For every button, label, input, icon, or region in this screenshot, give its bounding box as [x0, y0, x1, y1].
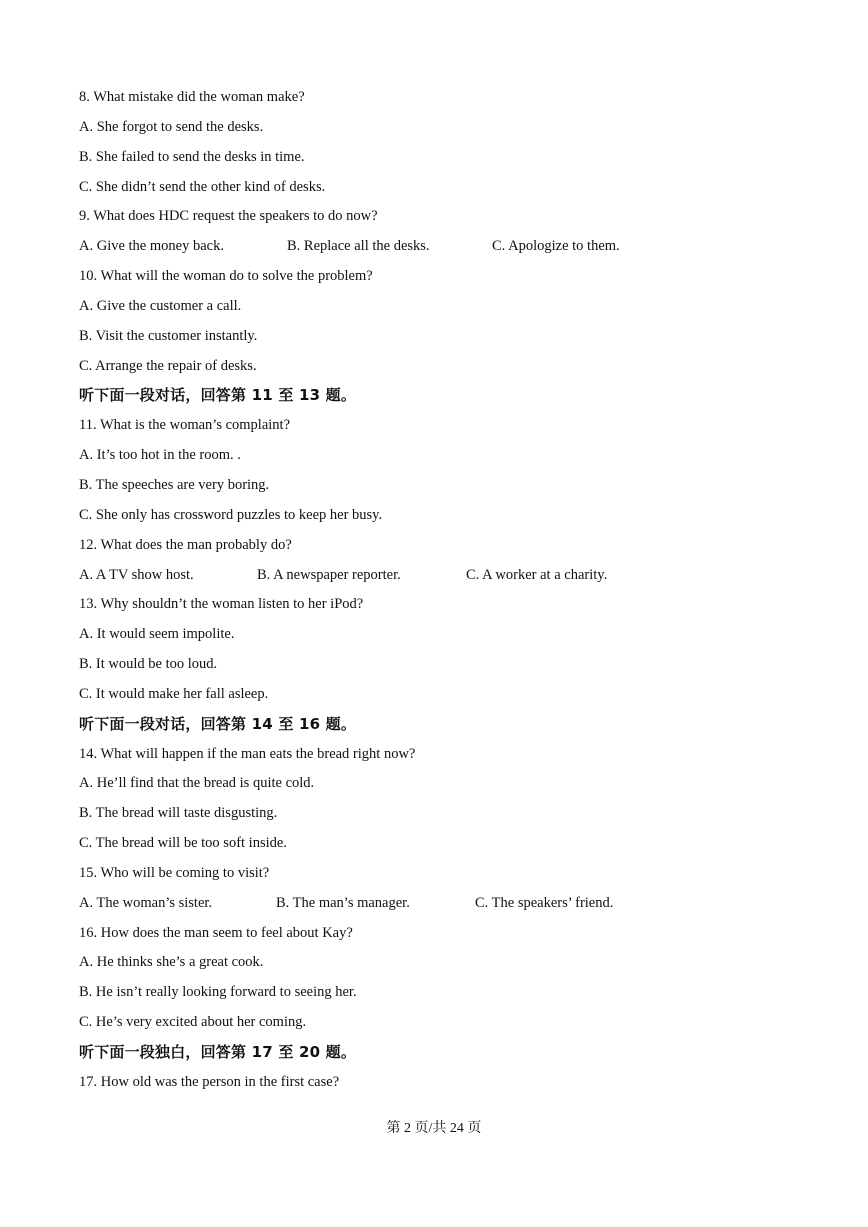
options-15	[79, 892, 799, 922]
section-heading-14-16: 听下面一段对话，回答第 14 至 16 题。	[79, 714, 357, 733]
option-9a: A. Give the money back.	[79, 238, 224, 255]
question-10: 10. What will the woman do to solve the problem?	[79, 268, 373, 285]
option-13c: C. It would make her fall asleep.	[79, 685, 269, 702]
options-12	[79, 564, 799, 594]
option-16a: A. He thinks she’s a great cook.	[79, 954, 264, 971]
option-13a: A. It would seem impolite.	[79, 626, 235, 643]
option-10b: B. Visit the customer instantly.	[79, 327, 258, 344]
option-14b: B. The bread will taste disgusting.	[79, 805, 278, 822]
option-11a: A. It’s too hot in the room. .	[79, 447, 241, 464]
question-8: 8. What mistake did the woman make?	[79, 89, 305, 105]
question-11: 11. What is the woman’s complaint?	[79, 417, 291, 434]
section-heading-11-13: 听下面一段对话，回答第 11 至 13 题。	[79, 386, 357, 405]
question-16: 16. How does the man seem to feel about Kay?	[79, 924, 353, 941]
option-15c: C. The speakers’ friend.	[475, 894, 614, 911]
option-8c: C. She didn’t send the other kind of desks.	[79, 178, 326, 195]
page-footer: 第 2 页/共 24 页	[386, 1121, 482, 1136]
options-9	[79, 235, 799, 265]
option-9b: B. Replace all the desks.	[287, 238, 430, 255]
option-10c: C. Arrange the repair of desks.	[79, 357, 257, 374]
option-16b: B. He isn’t really looking forward to seeing her.	[79, 984, 357, 1001]
question-9: 9. What does HDC request the speakers to do now?	[79, 208, 378, 225]
option-11c: C. She only has crossword puzzles to keep her busy.	[79, 506, 383, 523]
option-9c: C. Apologize to them.	[492, 238, 620, 255]
option-12a: A. A TV show host.	[79, 566, 194, 583]
question-15: 15. Who will be coming to visit?	[79, 864, 270, 881]
section-heading-17-20: 听下面一段独白，回答第 17 至 20 题。	[79, 1043, 357, 1061]
option-13b: B. It would be too loud.	[79, 656, 218, 673]
option-15a: A. The woman’s sister.	[79, 894, 213, 911]
option-14c: C. The bread will be too soft inside.	[79, 835, 287, 852]
page-content	[79, 86, 799, 1101]
question-17: 17. How old was the person in the first case?	[79, 1073, 340, 1090]
option-11b: B. The speeches are very boring.	[79, 476, 270, 493]
question-14: 14. What will happen if the man eats the bread right now?	[79, 745, 416, 762]
option-16c: C. He’s very excited about her coming.	[79, 1014, 307, 1031]
option-8a: A. She forgot to send the desks.	[79, 118, 264, 135]
option-12b: B. A newspaper reporter.	[257, 566, 401, 583]
question-12: 12. What does the man probably do?	[79, 536, 292, 553]
option-15b: B. The man’s manager.	[276, 894, 410, 911]
option-10a: A. Give the customer a call.	[79, 297, 242, 314]
option-8b: B. She failed to send the desks in time.	[79, 148, 305, 165]
option-14a: A. He’ll find that the bread is quite cold.	[79, 775, 315, 792]
option-12c: C. A worker at a charity.	[466, 566, 608, 583]
question-13: 13. Why shouldn’t the woman listen to her iPod?	[79, 596, 364, 613]
